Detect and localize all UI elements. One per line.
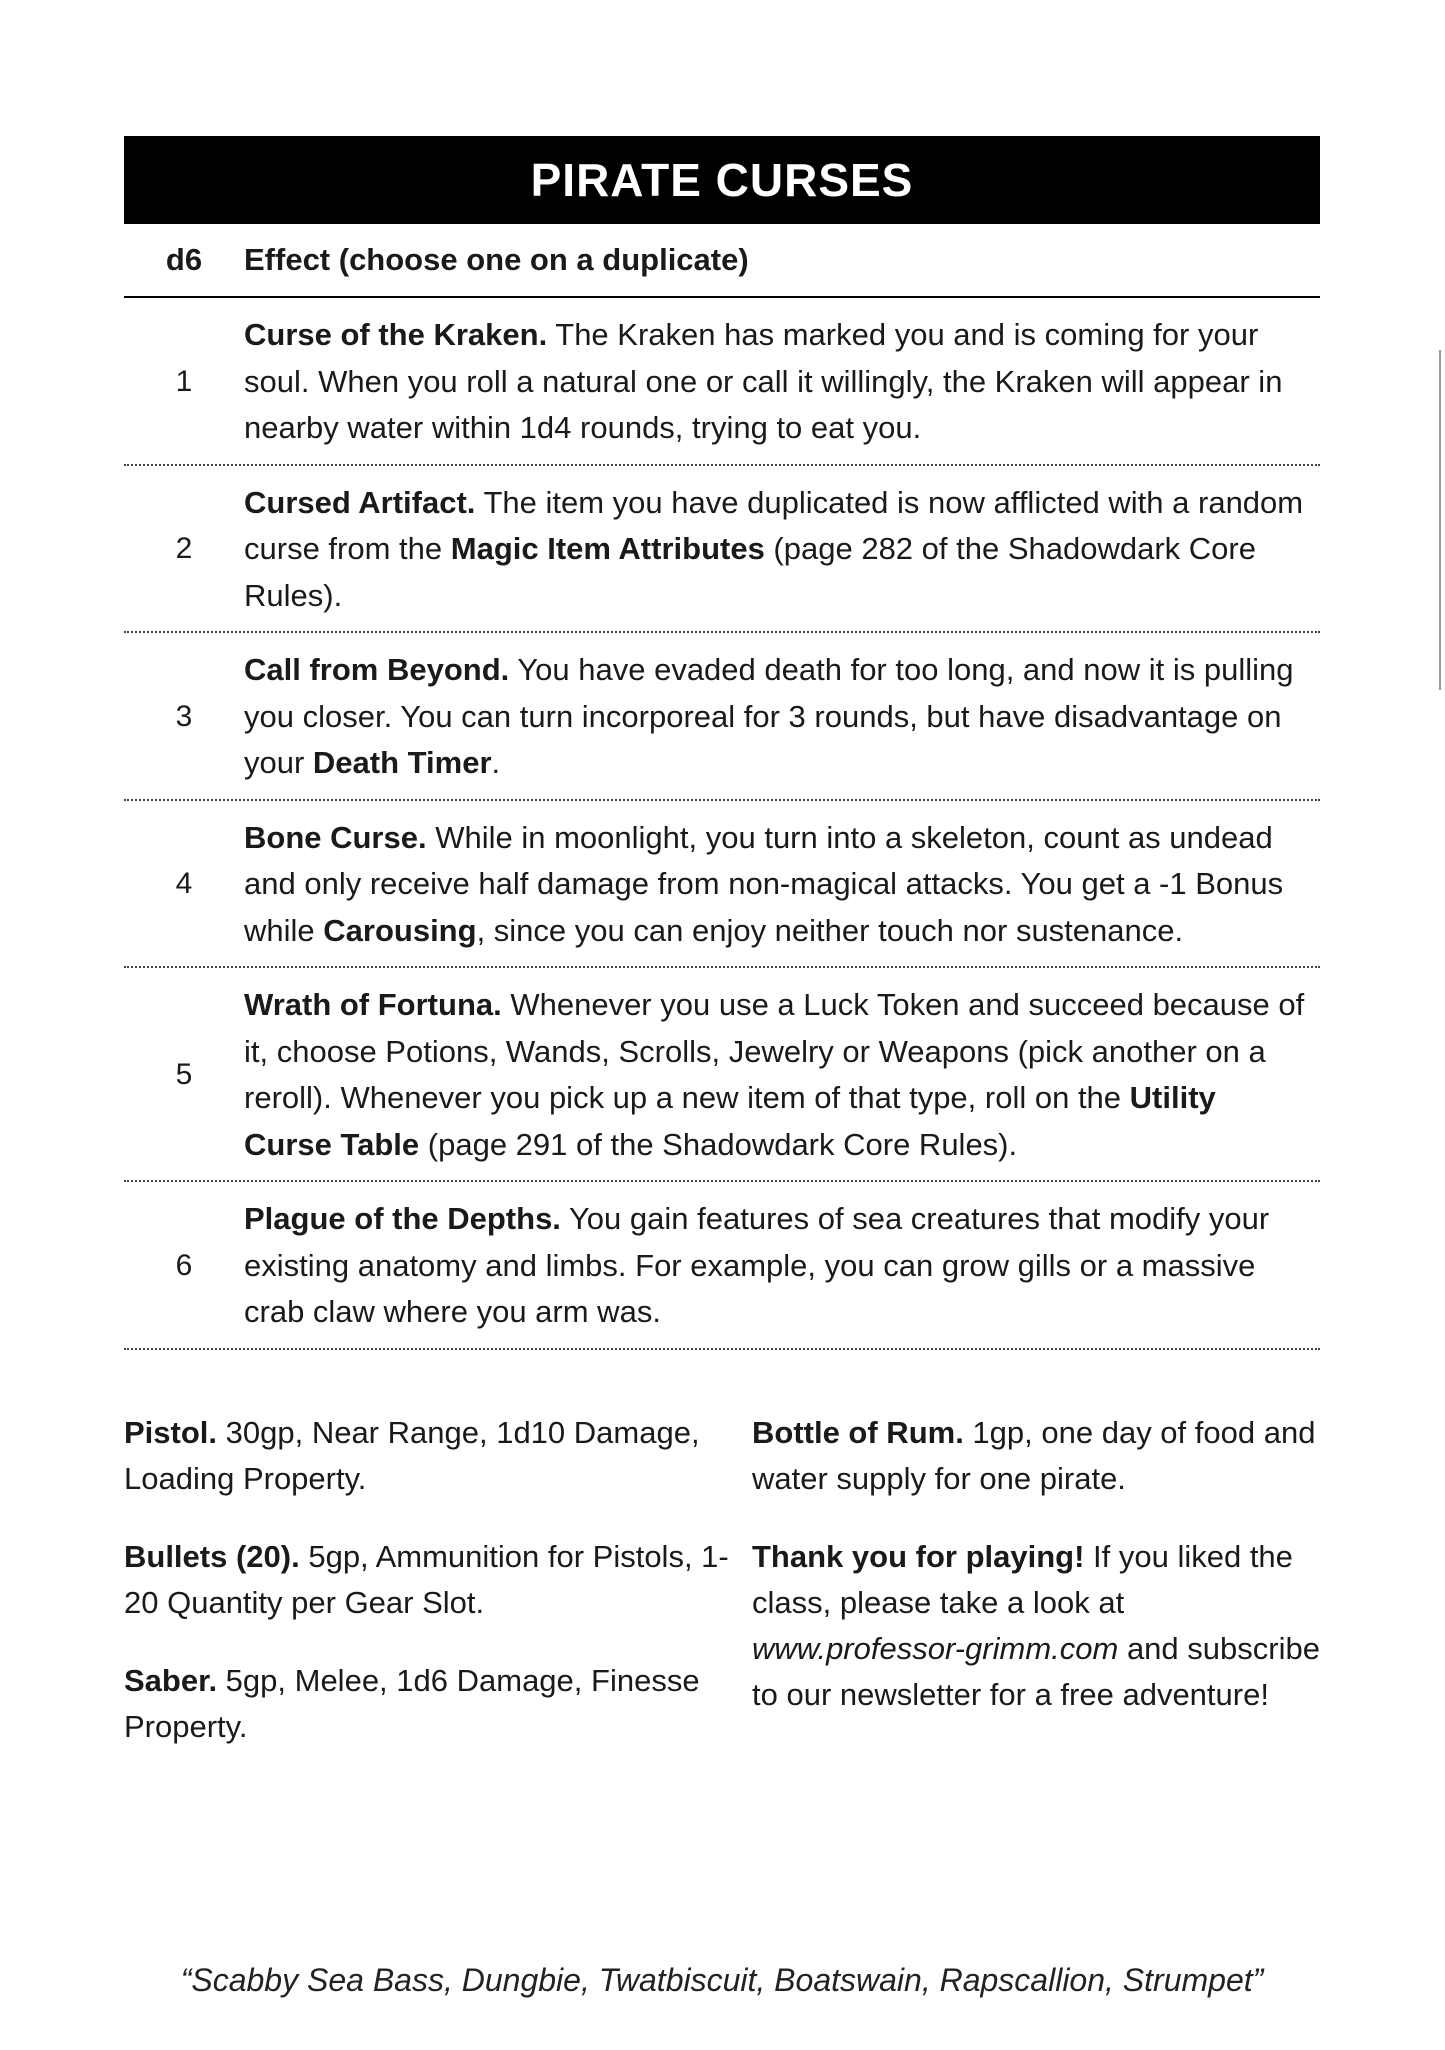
gear-text: 5gp, Ammunition for Pistols, 1-20 Quantity per Gear Slot. [124,1538,729,1620]
curse-name: Cursed Artifact. [244,484,476,520]
row-die: 2 [175,532,193,565]
thanks-text: If you liked the class, please take a look at [752,1538,1293,1620]
page-edge-line [1439,350,1441,690]
gear-columns [124,1410,1320,1782]
gear-text: 30gp, Near Range, 1d10 Damage, Loading Property. [124,1414,700,1496]
table-row [124,298,1320,466]
row-die: 6 [175,1248,193,1282]
curse-text: (page 282 of the Shadowdark Core Rules). [244,531,1256,613]
curse-text: The item you have duplicated is now afflicted with a random curse from the [244,484,1304,566]
gear-right-column [752,1410,1320,1782]
gear-text: 5gp, Melee, 1d6 Damage, Finesse Property. [124,1662,700,1744]
row-die: 4 [175,867,193,900]
table-row [124,968,1320,1182]
gear-name: Saber. [124,1662,218,1698]
curse-name: Call from Beyond. [244,652,510,687]
table-row [124,633,1320,801]
table-title: PIRATE CURSES [124,136,1320,224]
gear-name: Pistol. [124,1414,218,1450]
row-effect [244,480,1320,620]
row-effect [244,815,1320,955]
row-die: 5 [175,1057,193,1091]
footer-quote: “Scabby Sea Bass, Dungbie, Twatbiscuit, Boatswain, Rapscallion, Strumpet” [180,1962,1264,1998]
thanks-text: and subscribe to our newsletter for a free adventure! [752,1630,1320,1712]
gear-text: 1gp, one day of food and water supply for one pirate. [752,1414,1316,1496]
page-content [124,136,1320,1782]
gear-name: Bottle of Rum. [752,1414,964,1450]
header-effect: Effect (choose one on a duplicate) [244,242,749,277]
row-effect [244,982,1320,1168]
table-row [124,466,1320,634]
curse-reference: Death Timer [312,745,492,780]
row-effect [244,647,1320,787]
curse-text: (page 291 of the Shadowdark Core Rules). [419,1126,1018,1162]
thanks-paragraph [752,1534,1320,1718]
curse-text: Whenever you use a Luck Token and succeed because of it, choose Potions, Wands, Scrolls, Jewelry or Weapons (pick another on a reroll). Whenever you pick up a new item of that type, roll on the [244,987,1305,1115]
curse-text: You gain features of sea creatures that modify your existing anatomy and limbs. For example, you can grow gills or a massive crab claw where you arm was. [244,1201,1270,1329]
gear-bullets [124,1534,752,1626]
curse-reference: Magic Item Attributes [450,531,765,566]
curse-text: The Kraken has marked you and is coming for your soul. When you roll a natural one or call it willingly, the Kraken will appear in nearby water within 1d4 rounds, trying to eat you. [244,317,1283,445]
gear-pistol [124,1410,752,1502]
row-effect [244,1196,1320,1336]
curse-text: While in moonlight, you turn into a skeleton, count as undead and only receive half damage from non-magical attacks. You get a -1 Bonus while [244,819,1284,948]
gear-name: Bullets (20). [124,1538,300,1574]
curse-reference: Utility Curse Table [244,1080,1216,1162]
row-die: 3 [175,699,193,733]
curse-text: You have evaded death for too long, and now it is pulling you closer. You can turn incorporeal for 3 rounds, but have disadvantage on your [244,652,1294,780]
curse-name: Wrath of Fortuna. [244,987,502,1022]
gear-rum [752,1410,1320,1502]
website-link[interactable]: www.professor-grimm.com [752,1630,1119,1666]
curse-reference: Carousing [323,912,477,948]
gear-saber [124,1658,752,1750]
table-row [124,801,1320,969]
curse-name: Plague of the Depths. [244,1201,561,1236]
gear-left-column [124,1410,752,1782]
curse-name: Bone Curse. [244,819,427,855]
curse-text: . [491,745,501,780]
table-row [124,1182,1320,1350]
row-effect [244,312,1320,452]
header-die: d6 [165,242,203,277]
curse-name: Curse of the Kraken. [244,317,548,352]
row-die: 1 [175,364,193,398]
thanks-lead: Thank you for playing! [752,1538,1085,1574]
table-header [124,224,1320,298]
curse-text: , since you can enjoy neither touch nor sustenance. [476,912,1184,948]
